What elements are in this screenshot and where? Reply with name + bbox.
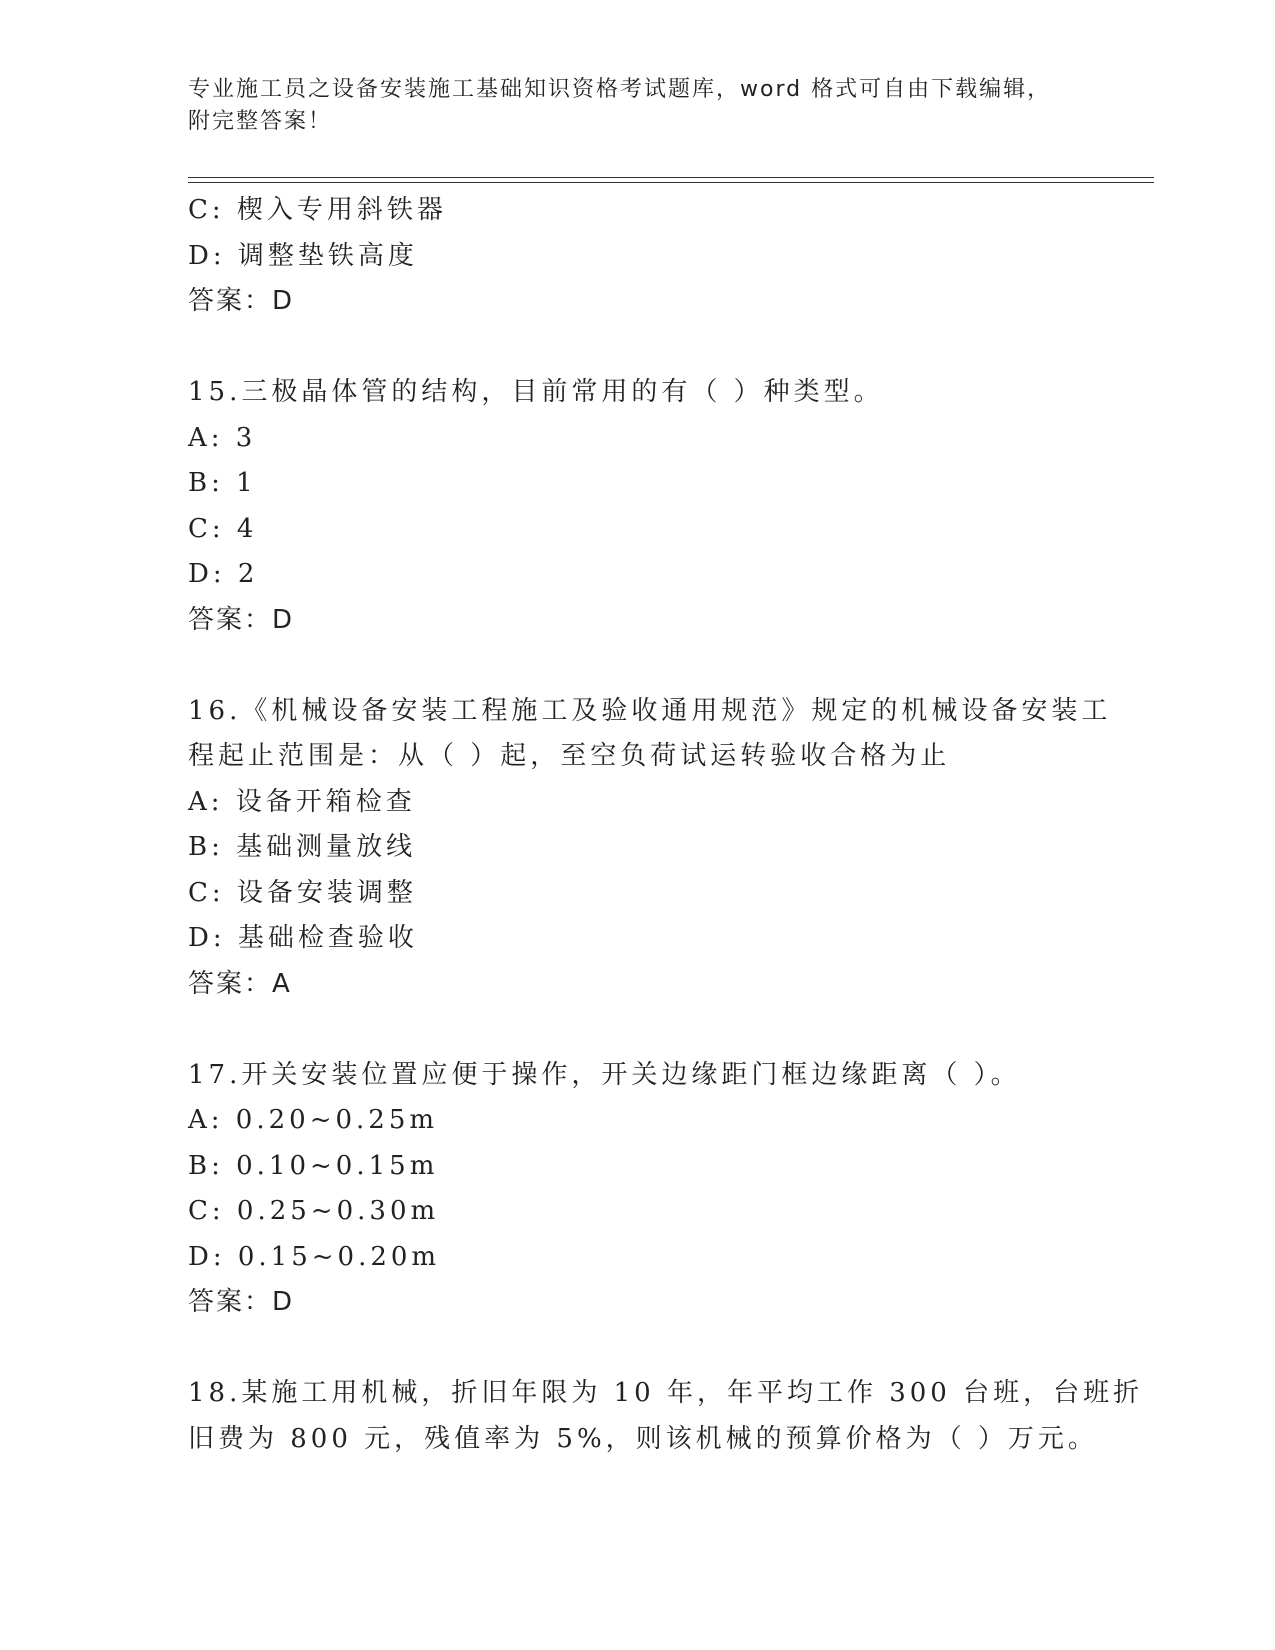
question-16: [188, 689, 1112, 1008]
question-stem: 17.开关安装位置应便于操作，开关边缘距门框边缘距离（ ）。: [188, 1059, 1021, 1090]
option-d: D: 0.15~0.20m: [188, 1241, 441, 1272]
answer-line: 答案：A: [188, 968, 292, 999]
answer-line: 答案：D: [188, 604, 295, 635]
header-line-1: 专业施工员之设备安装施工基础知识资格考试题库，word 格式可自由下载编辑，: [188, 77, 1052, 102]
option-d: D: 基础检查验收: [188, 923, 418, 953]
question-stem-line-1: 16.《机械设备安装工程施工及验收通用规范》规定的机械设备安装工: [188, 695, 1112, 726]
header-line-2: 附完整答案！: [188, 109, 333, 134]
answer-line: 答案：D: [188, 1287, 295, 1317]
question-list: [188, 188, 1144, 1462]
option-b: B: 0.10~0.15m: [188, 1150, 439, 1181]
option-a: A: 3: [188, 422, 257, 453]
option-c: C: 4: [188, 513, 258, 544]
spacer: [188, 1326, 1088, 1372]
option-d: D: 调整垫铁高度: [188, 240, 418, 271]
option-c: C: 0.25~0.30m: [188, 1196, 440, 1226]
header-divider-bottom: [188, 182, 1154, 183]
question-15: [188, 370, 1088, 643]
document-header: [188, 74, 1068, 138]
question-stem-line-2: 旧费为 800 元，残值率为 5%，则该机械的预算价格为（ ）万元。: [188, 1423, 1098, 1454]
question-stem-line-1: 18.某施工用机械，折旧年限为 10 年，年平均工作 300 台班，台班折: [188, 1378, 1144, 1408]
question-stem: 15.三极晶体管的结构，目前常用的有（ ）种类型。: [188, 377, 884, 407]
question-18: [188, 1371, 1144, 1462]
option-b: B: 基础测量放线: [188, 832, 417, 862]
question-14-tail: [188, 188, 1088, 325]
option-d: D: 2: [188, 559, 259, 589]
spacer: [188, 1007, 1088, 1053]
option-c: C: 设备安装调整: [188, 877, 417, 908]
option-b: B: 1: [188, 468, 257, 498]
option-a: A: 0.20~0.25m: [188, 1105, 439, 1135]
header-divider-top: [188, 177, 1154, 178]
question-17: [188, 1053, 1088, 1326]
option-c: C: 楔入专用斜铁器: [188, 195, 447, 225]
option-a: A: 设备开箱检查: [188, 786, 416, 817]
spacer: [188, 643, 1088, 689]
question-stem-line-2: 程起止范围是：从（ ）起，至空负荷试运转验收合格为止: [188, 741, 951, 771]
answer-line: 答案：D: [188, 286, 295, 316]
spacer: [188, 325, 1088, 371]
